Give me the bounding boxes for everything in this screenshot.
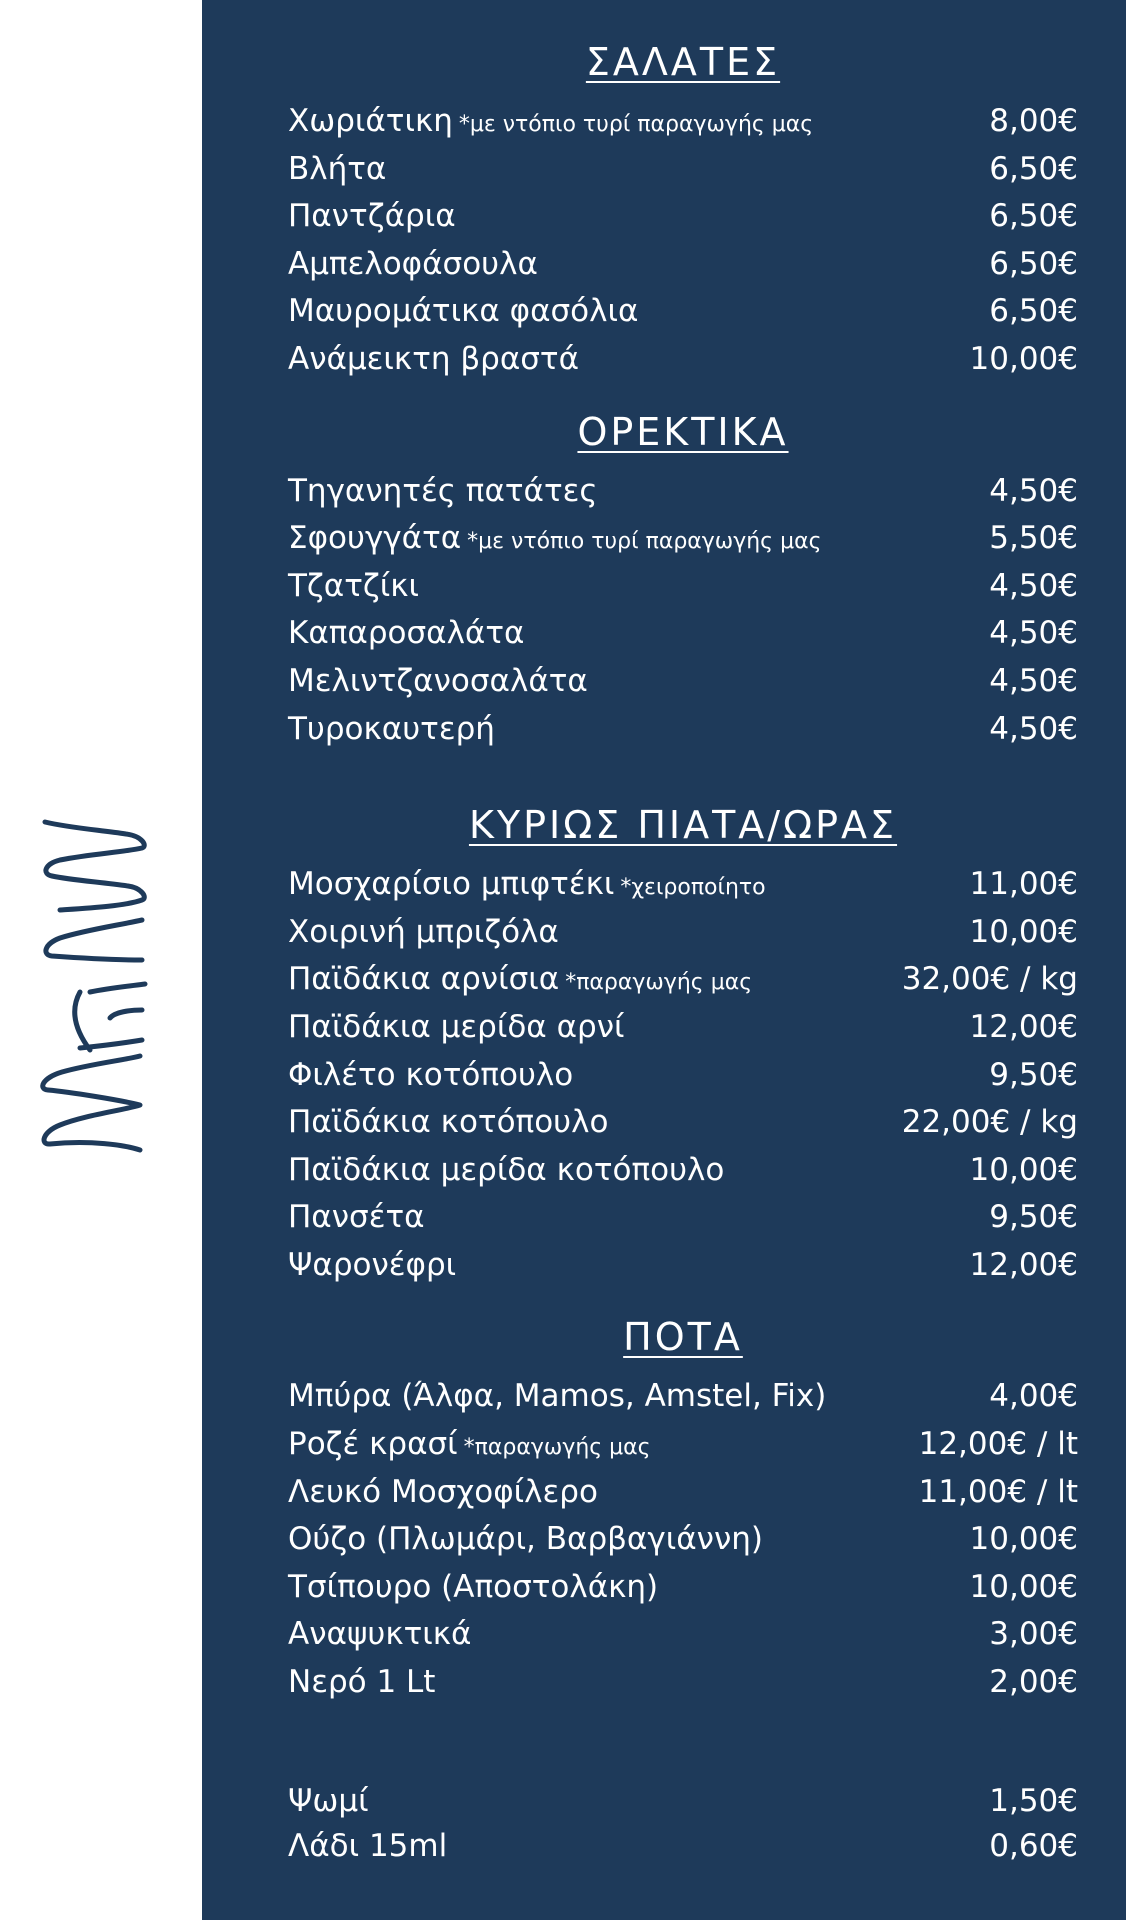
menu-item [288,1824,1078,1869]
item-name: Χωριάτικη [288,103,453,139]
menu-item [288,241,1078,289]
section-mains [288,801,1078,1289]
item-note: *χειροποίητο [620,875,766,901]
item-name: Ροζέ κρασί [288,1426,458,1463]
item-name: Μοσχαρίσιο μπιφτέκι [288,866,615,903]
item-price: 4,50€ [989,472,1078,509]
item-name: Νερό 1 Lt [288,1664,436,1701]
menu-item [288,909,1078,957]
item-note: *με ντόπιο τυρί παραγωγής μας [458,112,814,137]
section-appetizers [288,408,1078,754]
menu-sections [288,38,1078,1707]
item-price: 6,50€ [989,198,1078,235]
item-price: 32,00€ / kg [901,961,1078,998]
menu-item [288,861,1078,909]
menu-item [288,98,1078,146]
item-price: 0,60€ [989,1828,1078,1864]
item-price: 1,50€ [989,1783,1078,1819]
item-price: 2,00€ [989,1664,1078,1701]
item-price: 10,00€ [969,340,1078,377]
section-drinks [288,1313,1078,1706]
item-name: Τηγανητές πατάτες [288,472,598,509]
section-title: ΚΥΡΙΩΣ ΠΙΑΤΑ/ΩΡΑΣ [468,803,898,848]
menu-item [288,610,1078,658]
item-name: Σφουγγάτα [288,520,462,557]
menu-item [288,956,1078,1004]
menu-item [288,1052,1078,1100]
item-name: Παϊδάκια αρνίσια [288,961,560,998]
menu-item [288,1564,1078,1612]
item-price: 10,00€ [969,913,1078,950]
menu-item [288,1194,1078,1242]
menu-item [288,288,1078,336]
item-price: 4,50€ [989,662,1078,699]
item-name: Πανσέτα [288,1199,425,1236]
item-name: Φιλέτο κοτόπουλο [288,1056,574,1093]
menu-panel [202,0,1126,1920]
item-price: 9,50€ [989,1199,1078,1236]
menu-item [288,1004,1078,1052]
item-price: 8,00€ [989,103,1078,139]
menu-item [288,1516,1078,1564]
item-price: 6,50€ [989,293,1078,330]
menu-script-logo [30,760,160,1160]
item-name: Μαυρομάτικα φασόλια [288,293,639,330]
item-price: 4,50€ [989,615,1078,652]
section-title: ΠΟΤΑ [623,1315,743,1360]
menu-item [288,1779,1078,1824]
menu-item [288,336,1078,384]
item-price: 4,50€ [989,567,1078,604]
item-name: Τσίπουρο (Αποστολάκη) [288,1568,659,1605]
menu-item [288,1373,1078,1421]
item-note: *παραγωγής μας [463,1435,651,1461]
item-name: Χοιρινή μπριζόλα [288,913,559,950]
item-price: 12,00€ / lt [918,1426,1078,1463]
item-name: Ανάμεικτη βραστά [288,340,580,377]
item-name: Μπύρα (Άλφα, Mamos, Amstel, Fix) [288,1378,827,1415]
section-title: ΟΡΕΚΤΙΚΑ [577,409,789,454]
item-name: Ψωμί [288,1783,369,1819]
menu-item [288,1469,1078,1517]
item-name: Παντζάρια [288,198,456,235]
extras-list [288,1779,1078,1869]
item-price: 6,50€ [989,245,1078,282]
item-name: Παϊδάκια μερίδα κοτόπουλο [288,1151,725,1188]
menu-item [288,1421,1078,1469]
item-price: 10,00€ [969,1521,1078,1558]
menu-item [288,468,1078,516]
item-name: Τυροκαυτερή [288,710,495,747]
item-price: 11,00€ / lt [918,1473,1078,1510]
menu-item [288,1147,1078,1195]
item-price: 12,00€ [969,1246,1078,1283]
item-name: Καπαροσαλάτα [288,615,525,652]
item-price: 9,50€ [989,1056,1078,1093]
item-note: *παραγωγής μας [565,970,753,996]
section-salads [288,38,1078,384]
item-name: Βλήτα [288,150,387,187]
item-name: Παϊδάκια μερίδα αρνί [288,1008,625,1045]
item-price: 22,00€ / kg [901,1104,1078,1141]
item-name: Μελιντζανοσαλάτα [288,662,588,699]
menu-item [288,515,1078,563]
item-price: 12,00€ [969,1008,1078,1045]
item-name: Ψαρονέφρι [288,1246,457,1283]
item-name: Αναψυκτικά [288,1616,472,1653]
section-title: ΣΑΛΑΤΕΣ [585,40,781,84]
menu-item [288,1611,1078,1659]
menu-item [288,658,1078,706]
item-name: Παϊδάκια κοτόπουλο [288,1104,609,1141]
item-price: 4,00€ [989,1378,1078,1415]
item-price: 10,00€ [969,1151,1078,1188]
item-name: Αμπελοφάσουλα [288,245,538,282]
item-price: 10,00€ [969,1568,1078,1605]
item-note: *με ντόπιο τυρί παραγωγής μας [467,529,822,555]
item-name: Τζατζίκι [288,567,420,604]
menu-item [288,146,1078,194]
item-price: 11,00€ [969,866,1078,903]
menu-item [288,193,1078,241]
menu-item [288,1099,1078,1147]
menu-item [288,1659,1078,1707]
item-name: Ούζο (Πλωμάρι, Βαρβαγιάννη) [288,1521,764,1558]
logo-strip [0,0,202,1920]
menu-item [288,563,1078,611]
item-name: Λευκό Μοσχοφίλερο [288,1473,598,1510]
item-price: 6,50€ [989,150,1078,187]
item-price: 3,00€ [989,1616,1078,1653]
item-price: 4,50€ [989,710,1078,747]
menu-item [288,1242,1078,1290]
item-price: 5,50€ [989,520,1078,557]
menu-item [288,706,1078,754]
item-name: Λάδι 15ml [288,1828,448,1864]
